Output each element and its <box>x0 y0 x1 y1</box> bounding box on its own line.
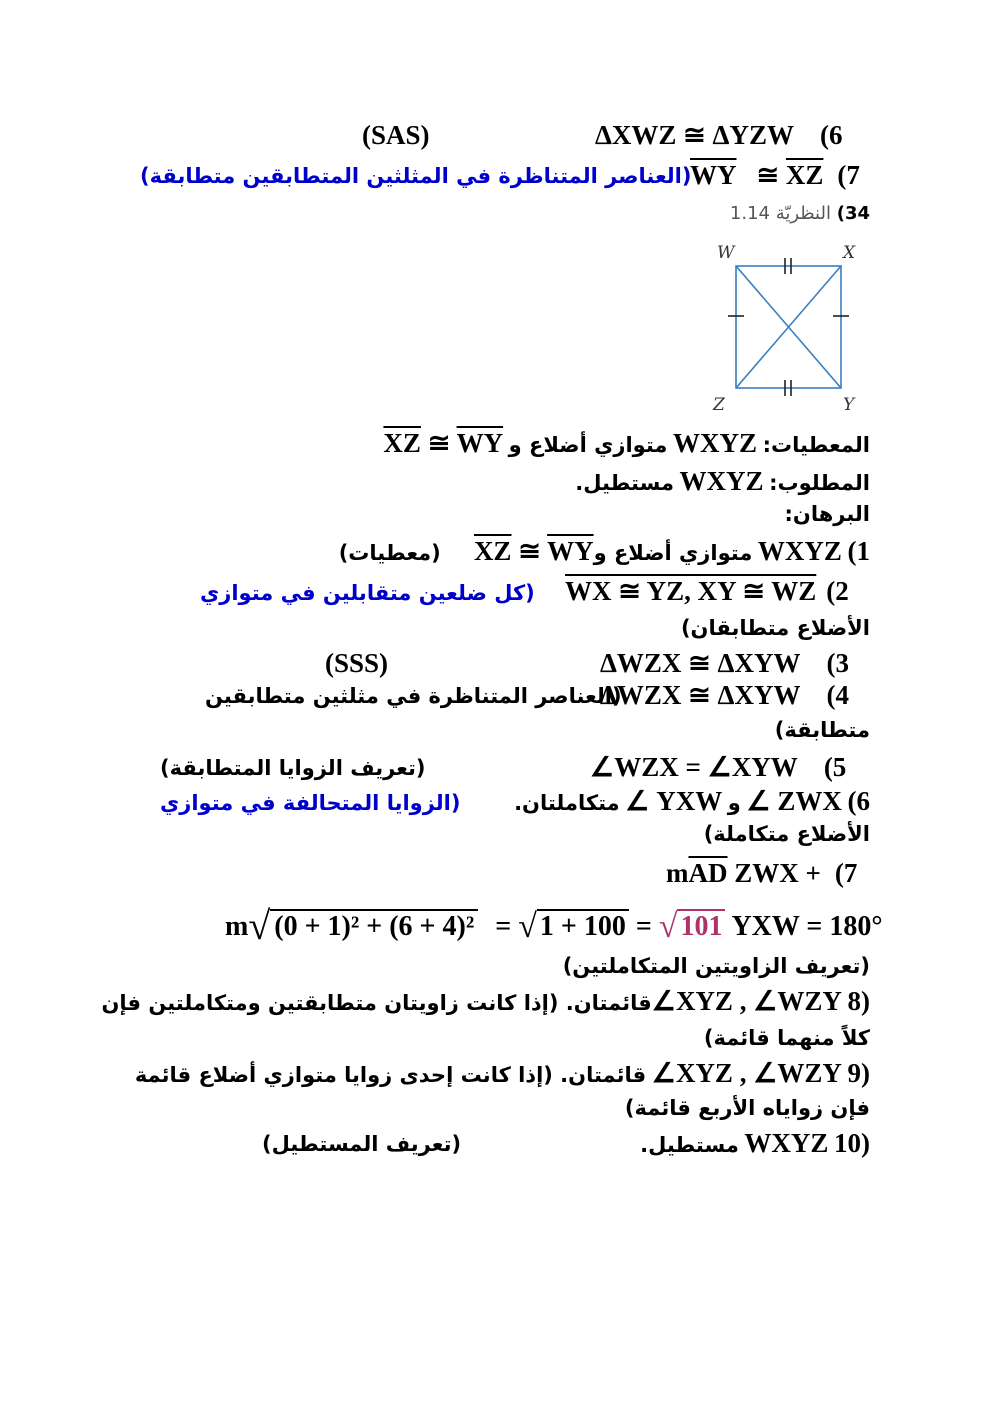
proof-step-4-statement: ΔWZX ≅ ΔXYW (4 <box>600 680 849 710</box>
given-line: المعطيات: WXYZ متوازي أضلاع و $\overline{XZ}$ ≅ $\overline{WY}$ <box>383 428 870 458</box>
proof-step-7: $m\overline{AD}$ ZWX + (7 <box>666 858 858 888</box>
proof-label: البرهان: <box>784 502 870 526</box>
proof-step-9-cont: فإن زواياه الأربع قائمة) <box>624 1096 870 1120</box>
step6-statement: ΔXWZ ≅ ΔYZW (6 <box>595 120 843 150</box>
label-w: W <box>717 243 735 263</box>
label-z: Z <box>713 395 725 415</box>
proof-step-10: (10 WXYZ مستطيل. <box>640 1128 870 1158</box>
proof-step-5-statement: ∠WZX = ∠XYW (5 <box>590 752 847 782</box>
problem-number: 34) <box>836 203 870 224</box>
proof-step-6-reason-cont: الأضلاع متكاملة) <box>703 822 870 846</box>
proof-step-1: 1) WXYZ متوازي أضلاع $و\overline{XZ}$ ≅ $\overline{WY}$ (معطيات) <box>338 536 870 566</box>
proof-step-9: (9 ∠XYZ , ∠WZY قائمتان. (إذا كانت إحدى زوايا متوازي أضلاع قائمة <box>134 1058 870 1088</box>
theorem-title: النظريّة 1.14 <box>729 203 831 224</box>
rectangle-figure <box>705 238 865 418</box>
proof-step-7-reason: (تعريف الزاويتين المتكاملتين) <box>562 954 870 978</box>
proof-step-8-cont: كلاً منهما قائمة) <box>703 1026 870 1050</box>
proof-step-5-reason: (تعريف الزوايا المتطابقة) <box>160 756 426 780</box>
step6-reason: (SAS) <box>362 120 430 150</box>
label-x: X <box>843 243 856 263</box>
proof-step-3-reason: (SSS) <box>325 648 389 678</box>
proof-step-10-reason: (تعريف المستطيل) <box>262 1132 462 1156</box>
distance-formula: m√ (0 + 1)² + (6 + 4)² = √ 1 + 100 = √ 101 YXW = 180° <box>225 903 883 948</box>
step7-reason: (العناصر المتناظرة في المثلثين المتطابقين متطابقة) <box>140 164 692 188</box>
proof-step-4-reason-cont: متطابقة) <box>774 718 870 742</box>
label-y: Y <box>843 395 855 415</box>
proof-step-6: 6) ∠ ZWX و ∠ YXW متكاملتان. <box>514 786 870 816</box>
required-line: المطلوب: WXYZ مستطيل. <box>575 466 870 496</box>
proof-step-2-reason-cont: الأضلاع متطابقان) <box>680 616 870 640</box>
problem-header <box>730 203 870 224</box>
proof-step-6-reason: (الزوايا المتحالفة في متوازي <box>160 791 461 815</box>
proof-step-4-reason: (العناصر المتناظرة في مثلثين متطابقين <box>205 684 622 708</box>
proof-step-2-reason: (كل ضلعين متقابلين في متوازي <box>200 581 535 605</box>
proof-step-2-statement: WX ≅ YZ, XY ≅ WZ (2 <box>565 576 849 606</box>
proof-step-3-statement: ΔWZX ≅ ΔXYW (3 <box>600 648 849 678</box>
step7-statement: $\overline{WY}$ ≅ $\overline{XZ}$ (7 <box>690 160 860 190</box>
proof-step-8: (8 ∠XYZ , ∠WZYقائمتان. (إذا كانت زاويتان متطابقتين ومتكاملتين فإن <box>101 986 870 1016</box>
